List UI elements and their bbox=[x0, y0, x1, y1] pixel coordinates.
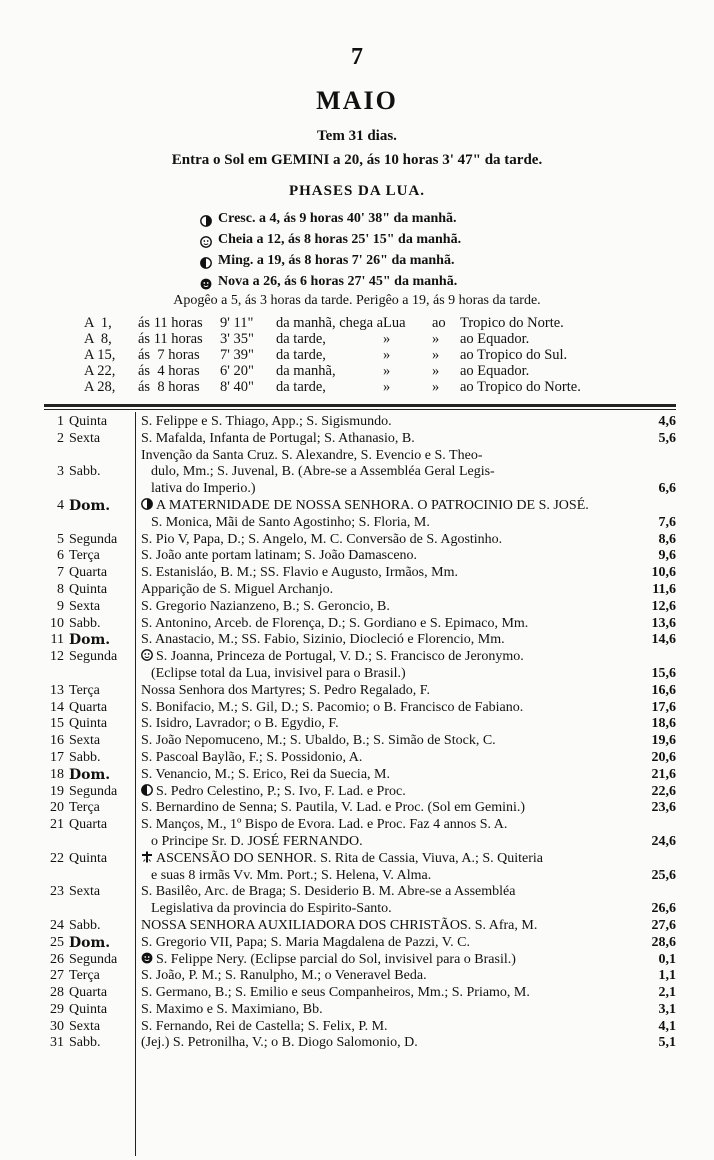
description-line bbox=[141, 582, 641, 599]
tropic-part: da manhã, bbox=[276, 363, 336, 379]
day-row bbox=[0, 918, 714, 935]
day-number: 14 bbox=[50, 699, 64, 715]
description-line bbox=[141, 532, 641, 549]
tropic-q2: » bbox=[432, 331, 440, 347]
day-description bbox=[141, 884, 641, 918]
description-text: S. Bonifacio, M.; S. Gil, D.; S. Pacomio; o B. Francisco de Fabiano. bbox=[141, 699, 524, 715]
description-text: o Principe Sr. D. JOSÉ FERNANDO. bbox=[151, 833, 363, 849]
day-number: 1 bbox=[57, 414, 64, 429]
weekday-name: Quinta bbox=[69, 1001, 108, 1017]
weekday-name: Quinta bbox=[69, 581, 108, 597]
tide-value: 5,6 bbox=[658, 430, 676, 446]
day-number: 13 bbox=[50, 682, 64, 698]
description-text: S. Pio V, Papa, D.; S. Angelo, M. C. Conversão de S. Agostinho. bbox=[141, 531, 503, 547]
moon-phase-row bbox=[200, 271, 461, 292]
day-number: 25 bbox=[50, 934, 64, 950]
day-number: 27 bbox=[50, 968, 64, 984]
tide-value: 21,6 bbox=[651, 766, 676, 782]
cross-icon bbox=[141, 851, 153, 863]
weekday-name: Segunda bbox=[69, 951, 118, 967]
weekday-name: Quinta bbox=[69, 414, 108, 429]
description-line bbox=[141, 817, 641, 834]
day-description bbox=[141, 548, 641, 565]
phases-heading: PHASES DA LUA. bbox=[288, 183, 426, 199]
description-text: S. Gregorio Nazianzeno, B.; S. Geroncio, B. bbox=[141, 598, 390, 614]
description-text: (Jej.) S. Petronilha, V.; o B. Diogo Salomonio, D. bbox=[141, 1035, 418, 1051]
tide-value: 22,6 bbox=[651, 783, 676, 799]
weekday-name: Terça bbox=[69, 682, 100, 698]
day-number: 7 bbox=[57, 565, 64, 581]
tide-value: 24,6 bbox=[651, 833, 676, 849]
day-number: 18 bbox=[50, 766, 64, 782]
description-text: lativa do Imperio.) bbox=[151, 481, 256, 497]
tide-value: 6,6 bbox=[658, 481, 676, 497]
day-number: 16 bbox=[50, 733, 64, 749]
description-text: S. Gregorio VII, Papa; S. Maria Magdalena de Pazzi, V. C. bbox=[141, 934, 470, 950]
day-description bbox=[141, 851, 641, 885]
day-number: 22 bbox=[50, 850, 64, 866]
day-number: 19 bbox=[50, 783, 64, 799]
tropic-part: da manhã, chega a bbox=[276, 315, 384, 331]
description-line bbox=[141, 868, 641, 885]
moon-phase-text: Cresc. a 4, ás 9 horas 40' 38" da manhã. bbox=[218, 211, 457, 226]
day-row bbox=[0, 1019, 714, 1036]
tropic-q2: » bbox=[432, 363, 440, 379]
description-text: S. Basilêo, Arc. de Braga; S. Desiderio B. M. Abre-se a Assembléa bbox=[141, 884, 516, 900]
description-text: S. João ante portam latinam; S. João Damasceno. bbox=[141, 548, 418, 564]
description-text: S. Pedro Celestino, P.; S. Ivo, F. Lad. e Proc. bbox=[156, 783, 406, 799]
weekday-name: Quarta bbox=[69, 985, 108, 1001]
description-line bbox=[141, 1019, 641, 1036]
tropic-dest: ao Tropico do Norte. bbox=[460, 379, 581, 395]
last-quarter-moon-icon bbox=[200, 255, 212, 267]
tropic-day: A 22, bbox=[84, 363, 116, 379]
description-text: S. Maximo e S. Maximiano, Bb. bbox=[141, 1001, 323, 1017]
day-row bbox=[0, 683, 714, 700]
tide-value: 9,6 bbox=[658, 548, 676, 564]
description-line bbox=[141, 952, 641, 969]
description-text: S. Germano, B.; S. Emilio e seus Companheiros, Mm.; S. Priamo, M. bbox=[141, 985, 530, 1001]
weekday-name: Sabb. bbox=[69, 917, 101, 933]
tropic-q1: » bbox=[383, 363, 391, 379]
day-number: 15 bbox=[50, 716, 64, 732]
day-row bbox=[0, 448, 714, 498]
day-number: 8 bbox=[57, 581, 64, 597]
weekday-name: Dom. bbox=[69, 632, 111, 649]
day-description bbox=[141, 1002, 641, 1019]
tropic-time: 7' 39" bbox=[220, 347, 254, 363]
day-row bbox=[0, 548, 714, 565]
day-row bbox=[0, 952, 714, 969]
tropic-dest: Tropico do Norte. bbox=[460, 315, 564, 331]
day-description bbox=[141, 952, 641, 969]
day-description bbox=[141, 750, 641, 767]
day-row bbox=[0, 985, 714, 1002]
description-line bbox=[141, 431, 641, 448]
description-text: S. Pascoal Baylão, F.; S. Possidonio, A. bbox=[141, 749, 363, 765]
description-text: S. Joanna, Princeza de Portugal, V. D.; S. Francisco de Jeronymo. bbox=[156, 649, 524, 665]
day-number: 17 bbox=[50, 749, 64, 765]
day-description bbox=[141, 431, 641, 448]
weekday-name: Sexta bbox=[69, 598, 101, 614]
weekday-name: Sexta bbox=[69, 1018, 101, 1034]
day-description bbox=[141, 632, 641, 649]
description-text: Apparição de S. Miguel Archanjo. bbox=[141, 581, 334, 597]
description-line bbox=[141, 1035, 641, 1052]
description-line bbox=[141, 414, 641, 431]
day-number: 21 bbox=[50, 817, 64, 833]
tide-value: 1,1 bbox=[658, 968, 676, 984]
description-text: dulo, Mm.; S. Juvenal, B. (Abre-se a Assembléa Geral Legis- bbox=[151, 464, 495, 480]
description-line bbox=[141, 464, 641, 481]
day-description bbox=[141, 935, 641, 952]
day-description bbox=[141, 918, 641, 935]
tide-value: 8,6 bbox=[658, 531, 676, 547]
day-description bbox=[141, 1019, 641, 1036]
day-row bbox=[0, 414, 714, 431]
description-line bbox=[141, 649, 641, 666]
description-line bbox=[141, 700, 641, 717]
first-quarter-moon-icon bbox=[200, 213, 212, 225]
page-number: 7 bbox=[351, 44, 363, 70]
tide-value: 19,6 bbox=[651, 733, 676, 749]
tide-value: 12,6 bbox=[651, 598, 676, 614]
moon-phase-text: Nova a 26, ás 6 horas 27' 45" da manhã. bbox=[218, 274, 458, 289]
description-text: S. Fernando, Rei de Castella; S. Felix, P. M. bbox=[141, 1018, 388, 1034]
day-description bbox=[141, 1035, 641, 1052]
description-line bbox=[141, 884, 641, 901]
weekday-name: Sabb. bbox=[69, 615, 101, 631]
tropic-q1: » bbox=[383, 347, 391, 363]
weekday-name: Dom. bbox=[69, 497, 111, 514]
tide-value: 26,6 bbox=[651, 901, 676, 917]
description-line bbox=[141, 767, 641, 784]
day-row bbox=[0, 616, 714, 633]
weekday-name: Quarta bbox=[69, 565, 108, 581]
tide-value: 16,6 bbox=[651, 682, 676, 698]
tropic-dest: ao Equador. bbox=[460, 331, 530, 347]
day-number: 12 bbox=[50, 649, 64, 665]
day-number: 3 bbox=[57, 464, 64, 480]
weekday-name: Quinta bbox=[69, 850, 108, 866]
tropic-day: A 15, bbox=[84, 347, 116, 363]
description-text: S. Venancio, M.; S. Erico, Rei da Suecia, M. bbox=[141, 766, 390, 782]
tide-value: 27,6 bbox=[651, 917, 676, 933]
description-text: e suas 8 irmãs Vv. Mm. Port.; S. Helena, V. Alma. bbox=[151, 867, 432, 883]
day-number: 24 bbox=[50, 917, 64, 933]
tide-value: 10,6 bbox=[651, 565, 676, 581]
tropic-dest: ao Equador. bbox=[460, 363, 530, 379]
double-rule-top bbox=[44, 404, 676, 407]
day-description bbox=[141, 817, 641, 851]
day-row bbox=[0, 767, 714, 784]
tropic-day: A 28, bbox=[84, 379, 116, 395]
description-line bbox=[141, 784, 641, 801]
day-description bbox=[141, 767, 641, 784]
sun-entry-line: Entra o Sol em GEMINI a 20, ás 10 horas 3' 47" da tarde. bbox=[171, 152, 543, 168]
tropic-hour: ás 11 horas bbox=[138, 331, 203, 347]
tide-value: 4,6 bbox=[658, 414, 676, 429]
day-number: 4 bbox=[57, 497, 64, 513]
full-moon-icon bbox=[141, 649, 153, 661]
description-text: S. João, P. M.; S. Ranulpho, M.; o Veneravel Beda. bbox=[141, 968, 427, 984]
description-text: Legislativa da provincia do Espirito-Santo. bbox=[151, 901, 392, 917]
weekday-name: Sexta bbox=[69, 430, 101, 446]
tropic-part: da tarde, bbox=[276, 379, 326, 395]
day-row bbox=[0, 733, 714, 750]
day-description bbox=[141, 565, 641, 582]
description-text: S. Anastacio, M.; SS. Fabio, Sizinio, Diocleció e Florencio, Mm. bbox=[141, 632, 505, 648]
description-line bbox=[141, 985, 641, 1002]
description-line bbox=[141, 683, 641, 700]
description-line bbox=[141, 851, 641, 868]
day-row bbox=[0, 884, 714, 918]
day-row bbox=[0, 431, 714, 448]
day-row bbox=[0, 532, 714, 549]
day-number: 6 bbox=[57, 548, 64, 564]
day-description bbox=[141, 448, 641, 498]
tropic-hour: ás 4 horas bbox=[138, 363, 200, 379]
description-text: (Eclipse total da Lua, invisivel para o Brasil.) bbox=[151, 665, 406, 681]
description-line bbox=[141, 918, 641, 935]
weekday-name: Sabb. bbox=[69, 749, 101, 765]
day-row bbox=[0, 800, 714, 817]
moon-phase-text: Ming. a 19, ás 8 horas 7' 26" da manhã. bbox=[218, 253, 455, 268]
day-row bbox=[0, 700, 714, 717]
description-text: ASCENSÃO DO SENHOR. S. Rita de Cassia, Viuva, A.; S. Quiteria bbox=[156, 850, 544, 866]
description-line bbox=[141, 515, 641, 532]
tropic-hour: ás 7 horas bbox=[138, 347, 200, 363]
weekday-name: Segunda bbox=[69, 783, 118, 799]
description-text: S. Felippe Nery. (Eclipse parcial do Sol, invisivel para o Brasil.) bbox=[156, 951, 516, 967]
tide-value: 7,6 bbox=[658, 514, 676, 530]
full-moon-icon bbox=[200, 234, 212, 246]
day-number: 2 bbox=[57, 430, 64, 446]
day-row bbox=[0, 582, 714, 599]
tide-value: 11,6 bbox=[652, 581, 676, 597]
tropic-q1: Lua bbox=[383, 315, 406, 331]
day-row bbox=[0, 968, 714, 985]
calendar-table bbox=[0, 414, 714, 1154]
month-title: MAIO bbox=[316, 86, 398, 115]
tide-value: 28,6 bbox=[651, 934, 676, 950]
day-description bbox=[141, 784, 641, 801]
day-row bbox=[0, 1035, 714, 1052]
tropic-q2: ao bbox=[432, 315, 446, 331]
description-line bbox=[141, 834, 641, 851]
description-text: S. Manços, M., 1º Bispo de Evora. Lad. e Proc. Faz 4 annos S. A. bbox=[141, 817, 508, 833]
day-row bbox=[0, 565, 714, 582]
weekday-name: Segunda bbox=[69, 531, 118, 547]
day-number: 26 bbox=[50, 951, 64, 967]
description-text: S. Bernardino de Senna; S. Pautila, V. Lad. e Proc. (Sol em Gemini.) bbox=[141, 800, 526, 816]
new-moon-icon bbox=[141, 952, 153, 964]
day-description bbox=[141, 800, 641, 817]
day-description bbox=[141, 683, 641, 700]
tropic-dest: ao Tropico do Sul. bbox=[460, 347, 568, 363]
day-row bbox=[0, 784, 714, 801]
weekday-name: Sexta bbox=[69, 884, 101, 900]
weekday-name: Segunda bbox=[69, 649, 118, 665]
moon-phase-row bbox=[200, 208, 461, 229]
day-number: 11 bbox=[50, 632, 64, 648]
weekday-name: Sabb. bbox=[69, 464, 101, 480]
tide-value: 20,6 bbox=[651, 749, 676, 765]
weekday-name: Dom. bbox=[69, 766, 111, 783]
tropic-hour: ás 11 horas bbox=[138, 315, 203, 331]
description-text: S. Monica, Mãi de Santo Agostinho; S. Floria, M. bbox=[151, 514, 430, 530]
day-description bbox=[141, 716, 641, 733]
day-row bbox=[0, 817, 714, 851]
day-row bbox=[0, 851, 714, 885]
description-line bbox=[141, 935, 641, 952]
description-line bbox=[141, 666, 641, 683]
day-row bbox=[0, 935, 714, 952]
description-line bbox=[141, 616, 641, 633]
tide-value: 18,6 bbox=[651, 716, 676, 732]
weekday-name: Quinta bbox=[69, 716, 108, 732]
tide-value: 25,6 bbox=[651, 867, 676, 883]
day-description bbox=[141, 582, 641, 599]
description-text: S. Isidro, Lavrador; o B. Egydio, F. bbox=[141, 716, 339, 732]
tide-value: 14,6 bbox=[651, 632, 676, 648]
description-line bbox=[141, 750, 641, 767]
description-text: Invenção da Santa Cruz. S. Alexandre, S. Evencio e S. Theo- bbox=[141, 447, 483, 463]
tropic-time: 8' 40" bbox=[220, 379, 254, 395]
description-line bbox=[141, 733, 641, 750]
day-number: 31 bbox=[50, 1035, 64, 1051]
weekday-name: Terça bbox=[69, 548, 100, 564]
description-text: NOSSA SENHORA AUXILIADORA DOS CHRISTÃOS. S. Afra, M. bbox=[141, 917, 538, 933]
description-line bbox=[141, 968, 641, 985]
description-line bbox=[141, 548, 641, 565]
tropic-q2: » bbox=[432, 347, 440, 363]
tide-value: 2,1 bbox=[658, 985, 676, 1001]
description-text: A MATERNIDADE DE NOSSA SENHORA. O PATROCINIO DE S. JOSÉ. bbox=[156, 497, 589, 513]
day-row bbox=[0, 716, 714, 733]
description-line bbox=[141, 716, 641, 733]
days-count-line: Tem 31 dias. bbox=[317, 128, 397, 144]
tide-value: 0,1 bbox=[658, 951, 676, 967]
day-description bbox=[141, 498, 641, 532]
tropic-time: 3' 35" bbox=[220, 331, 254, 347]
day-row bbox=[0, 599, 714, 616]
double-rule-bottom bbox=[44, 409, 676, 410]
day-description bbox=[141, 616, 641, 633]
description-text: S. João Nepomuceno, M.; S. Ubaldo, B.; S. Simão de Stock, C. bbox=[141, 733, 496, 749]
description-line bbox=[141, 481, 641, 498]
day-number: 28 bbox=[50, 985, 64, 1001]
tide-value: 23,6 bbox=[651, 800, 676, 816]
tropic-q1: » bbox=[383, 331, 391, 347]
day-number: 23 bbox=[50, 884, 64, 900]
tropic-day: A 1, bbox=[84, 315, 112, 331]
new-moon-icon bbox=[200, 276, 212, 288]
day-description bbox=[141, 532, 641, 549]
tropic-part: da tarde, bbox=[276, 331, 326, 347]
weekday-name: Sabb. bbox=[69, 1035, 101, 1051]
tide-value: 15,6 bbox=[651, 665, 676, 681]
weekday-name: Sexta bbox=[69, 733, 101, 749]
weekday-name: Terça bbox=[69, 968, 100, 984]
tide-value: 5,1 bbox=[658, 1035, 676, 1051]
day-description bbox=[141, 968, 641, 985]
first-quarter-moon-icon bbox=[141, 498, 153, 510]
tropic-q2: » bbox=[432, 379, 440, 395]
day-number: 9 bbox=[57, 598, 64, 614]
tropic-q1: » bbox=[383, 379, 391, 395]
day-number: 5 bbox=[57, 531, 64, 547]
last-quarter-moon-icon bbox=[141, 784, 153, 796]
description-text: Nossa Senhora dos Martyres; S. Pedro Regalado, F. bbox=[141, 682, 430, 698]
day-number: 10 bbox=[50, 615, 64, 631]
day-row bbox=[0, 649, 714, 683]
day-number: 30 bbox=[50, 1018, 64, 1034]
description-text: S. Antonino, Arceb. de Florença, D.; S. Gordiano e S. Epimaco, Mm. bbox=[141, 615, 529, 631]
description-line bbox=[141, 632, 641, 649]
tropic-hour: ás 8 horas bbox=[138, 379, 200, 395]
day-description bbox=[141, 733, 641, 750]
moon-phase-text: Cheia a 12, ás 8 horas 25' 15" da manhã. bbox=[218, 232, 462, 247]
moon-phase-row bbox=[200, 229, 461, 250]
day-row bbox=[0, 632, 714, 649]
weekday-name: Terça bbox=[69, 800, 100, 816]
tropic-time: 9' 11" bbox=[220, 315, 254, 331]
weekday-name: Dom. bbox=[69, 934, 111, 951]
weekday-name: Quarta bbox=[69, 699, 108, 715]
description-line bbox=[141, 565, 641, 582]
day-number: 20 bbox=[50, 800, 64, 816]
day-description bbox=[141, 700, 641, 717]
day-description bbox=[141, 599, 641, 616]
tide-value: 3,1 bbox=[658, 1001, 676, 1017]
tide-value: 13,6 bbox=[651, 615, 676, 631]
description-text: S. Mafalda, Infanta de Portugal; S. Athanasio, B. bbox=[141, 430, 415, 446]
tropic-part: da tarde, bbox=[276, 347, 326, 363]
description-text: S. Estanisláo, B. M.; SS. Flavio e Augusto, Irmãos, Mm. bbox=[141, 565, 458, 581]
description-line bbox=[141, 1002, 641, 1019]
description-line bbox=[141, 599, 641, 616]
tide-value: 17,6 bbox=[651, 699, 676, 715]
day-row bbox=[0, 750, 714, 767]
day-description bbox=[141, 985, 641, 1002]
tropic-day: A 8, bbox=[84, 331, 112, 347]
day-description bbox=[141, 414, 641, 431]
description-line bbox=[141, 800, 641, 817]
day-number: 29 bbox=[50, 1001, 64, 1017]
tide-value: 4,1 bbox=[658, 1018, 676, 1034]
day-description bbox=[141, 649, 641, 683]
moon-phase-row bbox=[200, 250, 461, 271]
description-line bbox=[141, 448, 641, 465]
moon-phases-list bbox=[200, 208, 461, 292]
apogee-perigee-line: Apogêo a 5, ás 3 horas da tarde. Perigêo a 19, ás 9 horas da tarde. bbox=[173, 293, 541, 308]
day-row bbox=[0, 1002, 714, 1019]
weekday-name: Quarta bbox=[69, 817, 108, 833]
description-line bbox=[141, 498, 641, 515]
description-line bbox=[141, 901, 641, 918]
description-text: S. Felippe e S. Thiago, App.; S. Sigismundo. bbox=[141, 414, 392, 429]
tropic-time: 6' 20" bbox=[220, 363, 254, 379]
day-row bbox=[0, 498, 714, 532]
